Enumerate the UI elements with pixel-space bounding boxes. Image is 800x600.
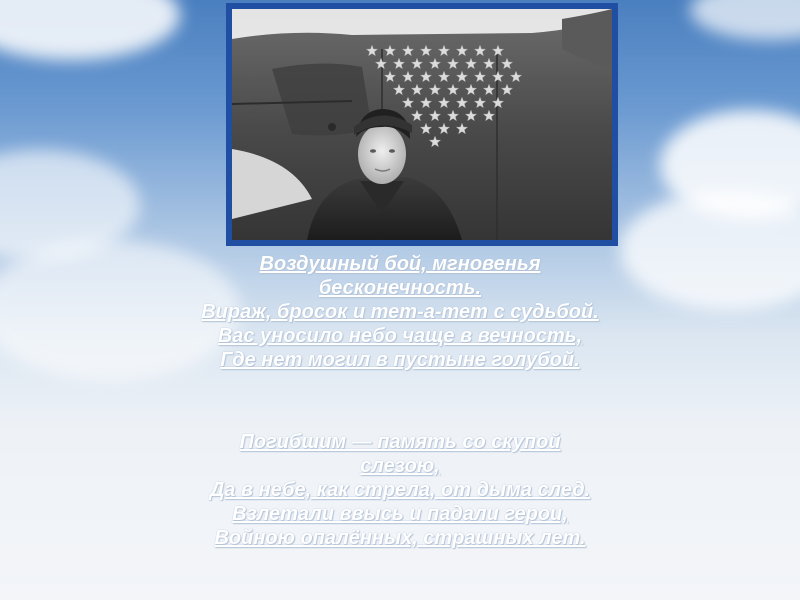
photo-frame — [226, 3, 618, 246]
poem-line: Взлетали ввысь и падали герои, — [232, 503, 568, 525]
poem-stanza-1 — [110, 252, 690, 372]
poem-line: Погибшим — память со скупой — [239, 431, 561, 453]
poem-line: Вираж, бросок и тет-а-тет с судьбой. — [201, 301, 599, 323]
poem-line: Где нет могил в пустыне голубой. — [220, 349, 580, 371]
poem-line: Вас уносило небо чаще в вечность, — [217, 325, 583, 347]
poem-line: Войною опалённых, страшных лет. — [214, 527, 586, 549]
poem-line: бесконечность. — [318, 277, 482, 299]
pilot-with-fighter-plane-photo — [232, 9, 612, 240]
poem-line: Воздушный бой, мгновенья — [259, 253, 541, 275]
poem-line: Да в небе, как стрела, от дыма след. — [209, 479, 591, 501]
poem-stanza-2 — [110, 430, 690, 550]
poem-line: слезою, — [360, 455, 440, 477]
